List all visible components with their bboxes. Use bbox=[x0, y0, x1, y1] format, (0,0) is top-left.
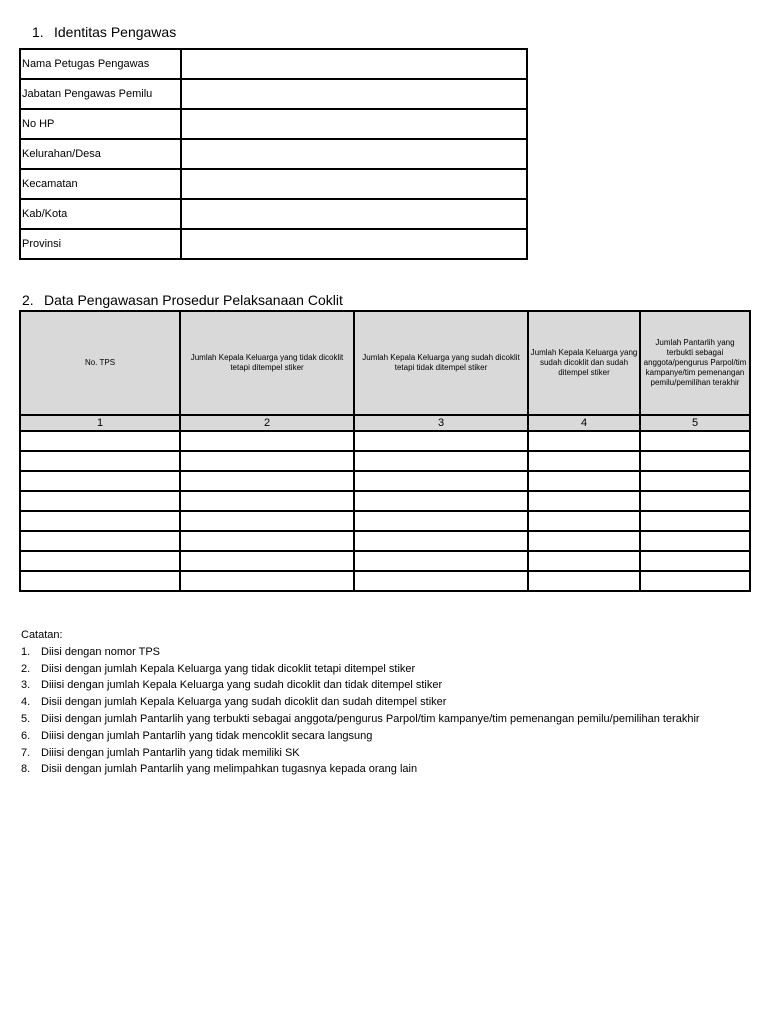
identity-value-field[interactable] bbox=[181, 139, 527, 169]
table-row bbox=[20, 511, 750, 531]
note-number: 8. bbox=[21, 763, 31, 776]
list-item bbox=[21, 677, 700, 694]
table-cell[interactable] bbox=[20, 531, 180, 551]
list-item bbox=[21, 644, 700, 661]
table-cell[interactable] bbox=[180, 471, 354, 491]
table-cell[interactable] bbox=[180, 431, 354, 451]
note-text: Diiisi dengan jumlah Pantarlih yang tidak mencoklit secara langsung bbox=[41, 729, 373, 742]
identity-label: Jabatan Pengawas Pemilu bbox=[20, 79, 181, 109]
note-number: 2. bbox=[21, 662, 31, 675]
table-row bbox=[20, 551, 750, 571]
section-2-title bbox=[22, 292, 343, 308]
note-text: Diiisi dengan jumlah Pantarlih yang tidak memiliki SK bbox=[41, 746, 300, 759]
list-item bbox=[21, 728, 700, 745]
note-number: 3. bbox=[21, 679, 31, 692]
column-number: 3 bbox=[354, 415, 528, 431]
note-text: Diisi dengan nomor TPS bbox=[41, 645, 161, 658]
identity-value-field[interactable] bbox=[181, 49, 527, 79]
section-2-title-text: Data Pengawasan Prosedur Pelaksanaan Coklit bbox=[44, 292, 343, 308]
column-number: 1 bbox=[20, 415, 180, 431]
identity-row bbox=[20, 169, 527, 199]
identity-label: No HP bbox=[20, 109, 181, 139]
column-header: Jumlah Kepala Keluarga yang sudah dicoklit dan sudah ditempel stiker bbox=[528, 311, 640, 415]
table-cell[interactable] bbox=[20, 551, 180, 571]
table-cell[interactable] bbox=[528, 511, 640, 531]
column-header: Jumlah Kepala Keluarga yang sudah dicoklit tetapi tidak ditempel stiker bbox=[354, 311, 528, 415]
table-row bbox=[20, 571, 750, 591]
identity-row bbox=[20, 229, 527, 259]
note-text: Diisi dengan jumlah Kepala Keluarga yang tidak dicoklit tetapi ditempel stiker bbox=[41, 662, 416, 675]
table-cell[interactable] bbox=[640, 451, 750, 471]
note-text: Diisi dengan jumlah Pantarlih yang terbukti sebagai anggota/pengurus Parpol/tim kampanye/tim pemenangan pemilu/pemilihan terakhir bbox=[41, 712, 700, 725]
table-cell[interactable] bbox=[640, 531, 750, 551]
note-number: 5. bbox=[21, 712, 31, 725]
table-header-row bbox=[20, 311, 750, 415]
identity-label: Provinsi bbox=[20, 229, 181, 259]
table-cell[interactable] bbox=[354, 511, 528, 531]
identity-row bbox=[20, 139, 527, 169]
identity-row bbox=[20, 49, 527, 79]
identity-label: Kecamatan bbox=[20, 169, 181, 199]
table-cell[interactable] bbox=[640, 431, 750, 451]
identity-row bbox=[20, 79, 527, 109]
table-cell[interactable] bbox=[640, 491, 750, 511]
table-cell[interactable] bbox=[354, 451, 528, 471]
section-2-number: 2. bbox=[22, 292, 34, 308]
section-1-title-text: Identitas Pengawas bbox=[54, 24, 177, 40]
note-number: 6. bbox=[21, 729, 31, 742]
list-item bbox=[21, 661, 700, 678]
identity-value-field[interactable] bbox=[181, 79, 527, 109]
column-header: Jumlah Pantarlih yang terbukti sebagai anggota/pengurus Parpol/tim kampanye/tim pemenangan pemilu/pemilihan terakhir bbox=[640, 311, 750, 415]
section-1-title bbox=[32, 24, 176, 40]
identity-value-field[interactable] bbox=[181, 109, 527, 139]
table-cell[interactable] bbox=[20, 451, 180, 471]
table-row bbox=[20, 491, 750, 511]
note-text: Disii dengan jumlah Pantarlih yang melimpahkan tugasnya kepada orang lain bbox=[41, 763, 418, 776]
table-cell[interactable] bbox=[180, 451, 354, 471]
notes-list bbox=[21, 644, 700, 778]
table-cell[interactable] bbox=[528, 471, 640, 491]
note-number: 4. bbox=[21, 696, 31, 709]
table-cell[interactable] bbox=[640, 571, 750, 591]
table-cell[interactable] bbox=[20, 511, 180, 531]
note-number: 1. bbox=[21, 645, 31, 658]
table-cell[interactable] bbox=[180, 551, 354, 571]
table-cell[interactable] bbox=[354, 471, 528, 491]
note-number: 7. bbox=[21, 746, 31, 759]
identity-label: Nama Petugas Pengawas bbox=[20, 49, 181, 79]
table-cell[interactable] bbox=[640, 511, 750, 531]
table-cell[interactable] bbox=[20, 491, 180, 511]
identity-row bbox=[20, 199, 527, 229]
column-number: 4 bbox=[528, 415, 640, 431]
table-cell[interactable] bbox=[180, 531, 354, 551]
table-cell[interactable] bbox=[180, 511, 354, 531]
table-cell[interactable] bbox=[354, 431, 528, 451]
table-cell[interactable] bbox=[20, 471, 180, 491]
identity-label: Kelurahan/Desa bbox=[20, 139, 181, 169]
notes-title: Catatan: bbox=[21, 629, 63, 641]
table-row bbox=[20, 471, 750, 491]
note-text: Diiisi dengan jumlah Kepala Keluarga yang sudah dicoklit dan tidak ditempel stiker bbox=[41, 679, 443, 692]
table-cell[interactable] bbox=[528, 531, 640, 551]
list-item bbox=[21, 694, 700, 711]
column-header: Jumlah Kepala Keluarga yang tidak dicoklit tetapi ditempel stiker bbox=[180, 311, 354, 415]
column-number-row bbox=[20, 415, 750, 431]
table-cell[interactable] bbox=[354, 531, 528, 551]
identity-value-field[interactable] bbox=[181, 169, 527, 199]
table-row bbox=[20, 451, 750, 471]
section-1-number: 1. bbox=[32, 24, 44, 40]
table-cell[interactable] bbox=[528, 491, 640, 511]
identity-label: Kab/Kota bbox=[20, 199, 181, 229]
table-cell[interactable] bbox=[180, 571, 354, 591]
notes-section bbox=[21, 627, 700, 778]
list-item bbox=[21, 711, 700, 728]
table-cell[interactable] bbox=[20, 431, 180, 451]
identity-value-field[interactable] bbox=[181, 199, 527, 229]
table-cell[interactable] bbox=[354, 551, 528, 571]
table-cell[interactable] bbox=[354, 571, 528, 591]
table-cell[interactable] bbox=[20, 571, 180, 591]
table-cell[interactable] bbox=[180, 491, 354, 511]
table-cell[interactable] bbox=[528, 431, 640, 451]
table-cell[interactable] bbox=[640, 551, 750, 571]
list-item bbox=[21, 761, 700, 778]
identity-table bbox=[19, 48, 528, 260]
table-cell[interactable] bbox=[640, 471, 750, 491]
note-text: Disii dengan jumlah Kepala Keluarga yang sudah dicoklit dan sudah ditempel stiker bbox=[41, 696, 447, 709]
column-header: No. TPS bbox=[20, 311, 180, 415]
table-row bbox=[20, 431, 750, 451]
list-item bbox=[21, 745, 700, 762]
coklit-data-table bbox=[19, 310, 751, 592]
identity-value-field[interactable] bbox=[181, 229, 527, 259]
table-cell[interactable] bbox=[528, 451, 640, 471]
table-cell[interactable] bbox=[528, 551, 640, 571]
table-cell[interactable] bbox=[528, 571, 640, 591]
column-number: 5 bbox=[640, 415, 750, 431]
column-number: 2 bbox=[180, 415, 354, 431]
identity-row bbox=[20, 109, 527, 139]
table-cell[interactable] bbox=[354, 491, 528, 511]
table-row bbox=[20, 531, 750, 551]
